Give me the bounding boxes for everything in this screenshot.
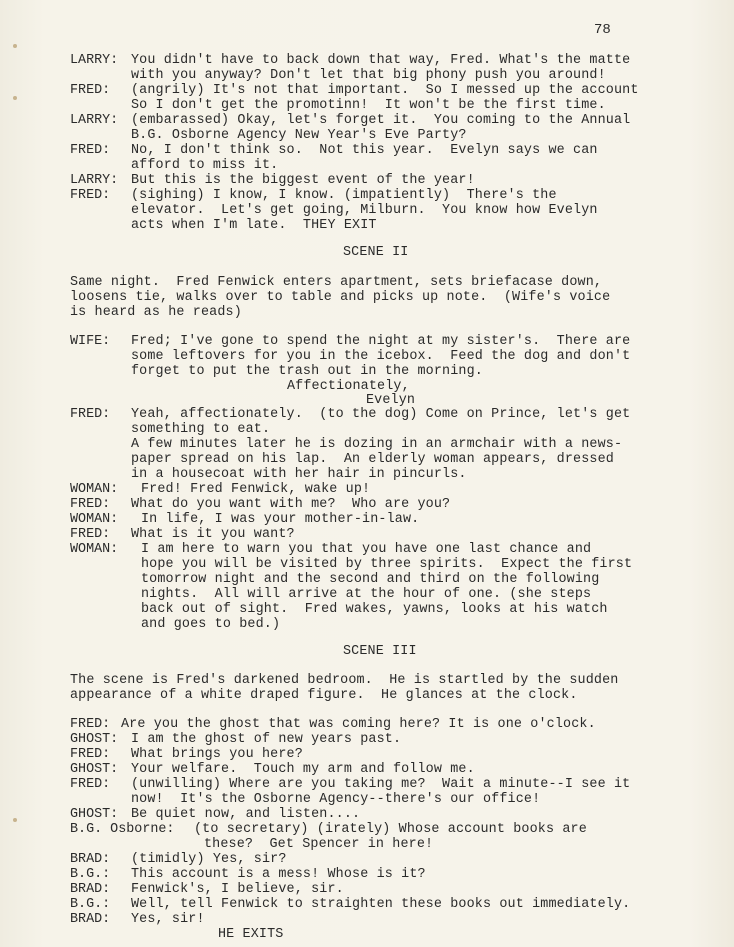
dialogue-line: A few minutes later he is dozing in an armchair with a news- (131, 437, 623, 452)
letter-signature: Evelyn (366, 393, 416, 408)
dialogue-line: No, I don't think so. Not this year. Evelyn says we can (131, 143, 598, 158)
dialogue-line: Yeah, affectionately. (to the dog) Come on Prince, let's get (131, 407, 631, 422)
dialogue-line: (angrily) It's not that important. So I messed up the account (131, 83, 639, 98)
speaker-ghost: GHOST: (70, 732, 119, 747)
dialogue-line: I am the ghost of new years past. (131, 732, 402, 747)
dialogue-line: (timidly) Yes, sir? (131, 852, 287, 867)
speaker-woman: WOMAN: (70, 482, 119, 497)
speaker-brad: BRAD: (70, 912, 111, 927)
dialogue-line: something to eat. (131, 422, 271, 437)
dialogue-line: You didn't have to back down that way, Fred. What's the matte (131, 53, 631, 68)
dialogue-line: with you anyway? Don't let that big phony push you around! (131, 68, 606, 83)
dialogue-line: Well, tell Fenwick to straighten these books out immediately. (131, 897, 631, 912)
dialogue-line: these? Get Spencer in here! (204, 837, 434, 852)
speaker-woman: WOMAN: (70, 512, 119, 527)
stage-direction: The scene is Fred's darkened bedroom. He is startled by the sudden (70, 673, 619, 688)
speaker-fred: FRED: (70, 527, 111, 542)
speaker-brad: BRAD: (70, 882, 111, 897)
dialogue-line: afford to miss it. (131, 158, 279, 173)
letter-closing: Affectionately, (287, 379, 410, 394)
dialogue-line: Fred! Fred Fenwick, wake up! (141, 482, 371, 497)
dialogue-line: I am here to warn you that you have one last chance and (141, 542, 592, 557)
speaker-fred: FRED: (70, 407, 111, 422)
dialogue-line: So I don't get the promotinn! It won't be the first time. (131, 98, 606, 113)
speaker-larry: LARRY: (70, 113, 119, 128)
speaker-larry: LARRY: (70, 53, 119, 68)
dialogue-line: Fenwick's, I believe, sir. (131, 882, 344, 897)
dialogue-line: and goes to bed.) (141, 617, 281, 632)
punch-mark (13, 44, 17, 48)
speaker-bg-osborne: B.G. Osborne: (70, 822, 175, 837)
speaker-fred: FRED: (70, 747, 111, 762)
punch-mark (13, 96, 17, 100)
speaker-brad: BRAD: (70, 852, 111, 867)
dialogue-line: in a housecoat with her hair in pincurls. (131, 467, 467, 482)
dialogue-line: nights. All will arrive at the hour of one. (she steps (141, 587, 592, 602)
punch-mark (13, 818, 17, 822)
scene-heading: SCENE III (343, 644, 417, 659)
stage-direction: is heard as he reads) (70, 305, 242, 320)
dialogue-line: (to secretary) (irately) Whose account books are (194, 822, 587, 837)
dialogue-line: Yes, sir! (131, 912, 205, 927)
speaker-fred: FRED: (70, 83, 111, 98)
dialogue-line: Fred; I've gone to spend the night at my sister's. There are (131, 334, 631, 349)
dialogue-line: Are you the ghost that was coming here? It is one o'clock. (121, 717, 596, 732)
speaker-ghost: GHOST: (70, 807, 119, 822)
dialogue-line: (unwilling) Where are you taking me? Wait a minute--I see it (131, 777, 631, 792)
scene-heading: SCENE II (343, 245, 409, 260)
speaker-wife: WIFE: (70, 334, 111, 349)
stage-direction: Same night. Fred Fenwick enters apartment, sets briefacase down, (70, 275, 603, 290)
dialogue-line: Your welfare. Touch my arm and follow me. (131, 762, 475, 777)
stage-direction: HE EXITS (218, 927, 284, 942)
dialogue-line: (sighing) I know, I know. (impatiently) There's the (131, 188, 557, 203)
dialogue-line: What do you want with me? Who are you? (131, 497, 451, 512)
dialogue-line: back out of sight. Fred wakes, yawns, looks at his watch (141, 602, 608, 617)
dialogue-line: forget to put the trash out in the morning. (131, 364, 483, 379)
speaker-fred: FRED: (70, 777, 111, 792)
dialogue-line: now! It's the Osborne Agency--there's our office! (131, 792, 541, 807)
speaker-fred: FRED: (70, 717, 111, 732)
dialogue-line: acts when I'm late. THEY EXIT (131, 218, 377, 233)
dialogue-line: paper spread on his lap. An elderly woman appears, dressed (131, 452, 614, 467)
speaker-fred: FRED: (70, 143, 111, 158)
dialogue-line: B.G. Osborne Agency New Year's Eve Party? (131, 128, 467, 143)
dialogue-line: hope you will be visited by three spirits. Expect the first (141, 557, 633, 572)
dialogue-line: some leftovers for you in the icebox. Feed the dog and don't (131, 349, 631, 364)
stage-direction: appearance of a white draped figure. He glances at the clock. (70, 688, 578, 703)
speaker-fred: FRED: (70, 497, 111, 512)
dialogue-line: What is it you want? (131, 527, 295, 542)
speaker-ghost: GHOST: (70, 762, 119, 777)
dialogue-line: Be quiet now, and listen.... (131, 807, 361, 822)
speaker-larry: LARRY: (70, 173, 119, 188)
dialogue-line: elevator. Let's get going, Milburn. You know how Evelyn (131, 203, 598, 218)
speaker-bg: B.G.: (70, 867, 111, 882)
speaker-fred: FRED: (70, 188, 111, 203)
dialogue-line: In life, I was your mother-in-law. (141, 512, 420, 527)
page-number: 78 (594, 22, 611, 38)
dialogue-line: tomorrow night and the second and third on the following (141, 572, 600, 587)
stage-direction: loosens tie, walks over to table and picks up note. (Wife's voice (70, 290, 611, 305)
speaker-bg: B.G.: (70, 897, 111, 912)
dialogue-line: But this is the biggest event of the year! (131, 173, 475, 188)
dialogue-line: What brings you here? (131, 747, 303, 762)
dialogue-line: (embarassed) Okay, let's forget it. You coming to the Annual (131, 113, 631, 128)
speaker-woman: WOMAN: (70, 542, 119, 557)
dialogue-line: This account is a mess! Whose is it? (131, 867, 426, 882)
